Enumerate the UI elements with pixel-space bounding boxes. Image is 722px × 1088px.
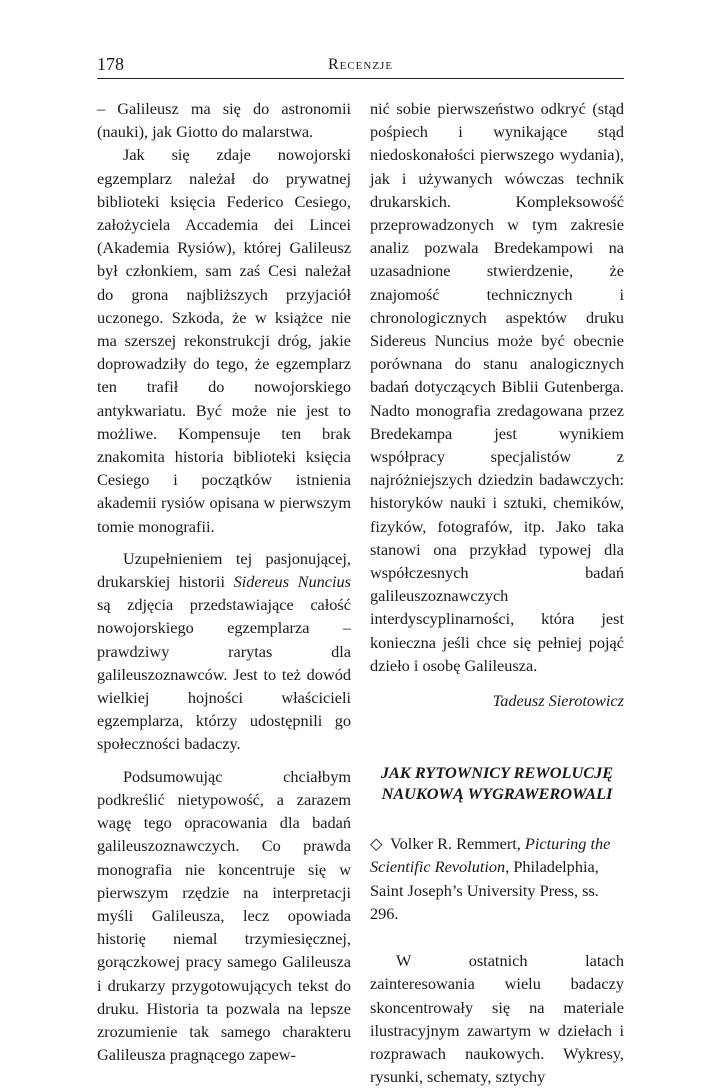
page-number: 178 xyxy=(97,54,124,74)
paragraph-text: Uzupełnieniem tej pasjonującej, drukarskiej historii xyxy=(97,548,351,592)
biblio-title: Picturing the Scientific Revolution xyxy=(370,834,611,877)
running-head: Recenzje xyxy=(327,56,394,73)
diamond-icon: ◇ xyxy=(370,834,383,854)
bibliographic-entry xyxy=(370,832,624,925)
book-title: Sidereus Nuncius xyxy=(233,572,351,592)
right-column xyxy=(370,97,624,1088)
paragraph: – Galileusz ma się do astronomii (nauki), jak Giotto do malarstwa. xyxy=(97,99,351,142)
biblio-author: Volker R. Remmert, xyxy=(390,834,521,854)
paragraph: Podsumowując chciałbym podkreślić nietypowość, a zarazem wagę tego opracowania dla badań galileuszoznawczych. Co prawda monografia nie koncentruje się w pierwszym rzędzie na interpretacji myśli Galileusza, lecz opowiada historię niemal trzymiesięcznej, gorączkowej pracy samego Galileusza i drukarzy przygotowujących tekst do druku. Historia ta pozwala na lepsze zrozumienie tak samego charakteru Galileusza pragnącego zapew- xyxy=(97,766,351,1065)
section-title xyxy=(370,762,624,804)
section-title-line: NAUKOWĄ WYGRAWEROWALI xyxy=(381,784,613,804)
paragraph xyxy=(97,547,351,756)
page-header xyxy=(97,52,624,79)
biblio-details: , Philadelphia, Saint Joseph’s University Press, ss. 296. xyxy=(370,857,599,923)
paragraph-text: są zdjęcia przedstawiające całość nowojorskiego egzemplarza – prawdziwy rarytas dla galileuszoznawców. Jest to też dowód wielkiej hojności właścicieli egzemplarza, którzy udostępnili go społeczności badaczy. xyxy=(97,595,351,754)
paragraph: W ostatnich latach zainteresowania wielu badaczy skoncentrowały się na materiale ilustracyjnym zawartym w dziełach i rozprawach naukowych. Wykresy, rysunki, schematy, sztychy xyxy=(370,951,624,1087)
section-title-line: JAK RYTOWNICY REWOLUCJĘ xyxy=(380,763,614,783)
paragraph: nić sobie pierwszeństwo odkryć (stąd pośpiech i wynikające stąd niedoskonałości pierwszego wydania), jak i używanych wówczas technik drukarskich. Kompleksowość przeprowadzonych w tym zakresie analiz pozwala Bredekampowi na uzasadnione stwierdzenie, że znajomość technicznych i chronologicznych aspektów druku Sidereus Nuncius może być obecnie porównana do stanu analogicznych badań dotyczących Biblii Gutenberga. Nadto monografia zredagowana przez Bredekampa jest wynikiem współpracy specjalistów z najróżniejszych dziedzin badawczych: historyków nauki i sztuki, chemików, fizyków, fotografów, itp. Jako taka stanowi ona przykład typowej dla współczesnych badań galileuszoznawczych interdyscyplinarności, która jest konieczna jeśli chce się pełniej pojąć dzieło i osobę Galileusza. xyxy=(370,99,624,675)
left-column xyxy=(97,97,351,1066)
author-signature: Tadeusz Sierotowicz xyxy=(492,691,624,711)
paragraph: Jak się zdaje nowojorski egzemplarz należał do prywatnej biblioteki księcia Federico Cesiego, założyciela Accademia dei Lincei (Akademia Rysiów), której Galileusz był członkiem, sam zaś Cesi należał do grona najbliższych przyjaciół uczonego. Szkoda, że w książce nie ma szerszej rekonstrukcji dróg, jakie doprowadziły do tego, że egzemplarz ten trafił do nowojorskiego antykwariatu. Być może nie jest to możliwe. Kompensuje ten brak znakomita historia biblioteki księcia Cesiego i początków istnienia akademii rysiów opisana w pierwszym tomie monografii. xyxy=(97,145,351,536)
